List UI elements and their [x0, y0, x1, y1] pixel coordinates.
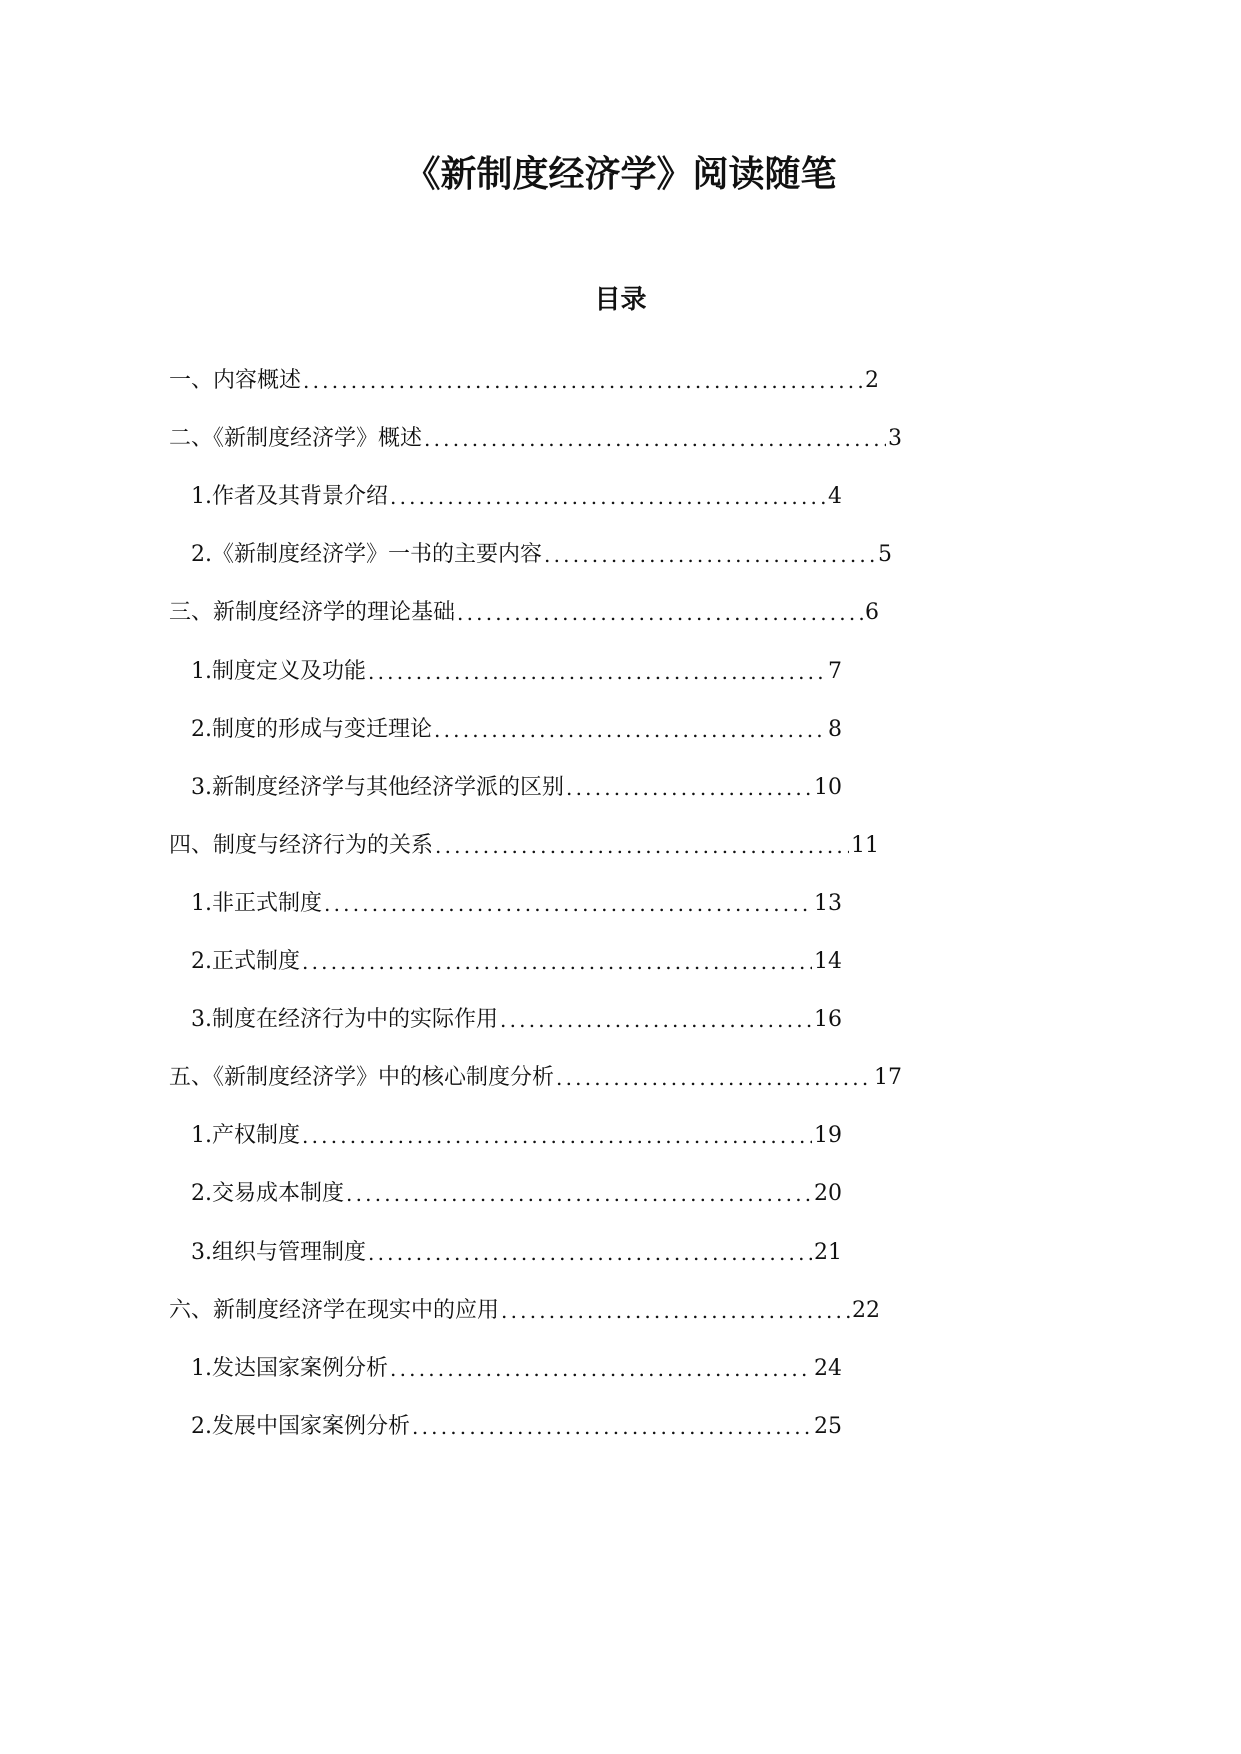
toc-entry-title: 交易成本制度: [212, 1181, 345, 1207]
toc-entry-page-number: 10: [814, 774, 842, 800]
toc-dot-leader: [303, 366, 863, 396]
toc-dot-leader: [501, 1296, 850, 1326]
toc-dot-leader: [302, 947, 812, 977]
toc-entry-title: 三、新制度经济学的理论基础: [169, 600, 456, 626]
toc-entry-title: 组织与管理制度: [212, 1239, 367, 1265]
toc-entry-section[interactable]: [169, 831, 879, 861]
toc-entry-number: 2.: [191, 542, 212, 568]
toc-dot-leader: [368, 657, 826, 687]
toc-dot-leader: [368, 1238, 812, 1268]
toc-entry-page-number: 7: [828, 658, 842, 684]
toc-dot-leader: [412, 1412, 812, 1442]
toc-entry-title: 《新制度经济学》一书的主要内容: [212, 542, 543, 568]
toc-entry-number: 2.: [191, 1413, 212, 1439]
toc-entry-page-number: 25: [814, 1413, 842, 1439]
toc-entry-number: 2.: [191, 1181, 212, 1207]
toc-dot-leader: [566, 773, 812, 803]
toc-entry-number: 1.: [191, 890, 212, 916]
toc-dot-leader: [346, 1179, 812, 1209]
toc-entry-number: 1.: [191, 1355, 212, 1381]
toc-entry-page-number: 14: [814, 949, 842, 974]
toc-entry-subsection[interactable]: [191, 1179, 842, 1209]
toc-entry-page-number: 6: [865, 600, 879, 626]
toc-entry-subsection[interactable]: [191, 1238, 842, 1268]
toc-entry-number: 3.: [191, 774, 212, 800]
toc-dot-leader: [434, 715, 826, 745]
toc-entry-title: 作者及其背景介绍: [212, 484, 389, 510]
toc-entry-section[interactable]: [169, 424, 902, 454]
toc-dot-leader: [390, 1354, 812, 1384]
toc-entry-title: 二、《新制度经济学》概述: [169, 426, 423, 452]
toc-entry-subsection[interactable]: [191, 889, 842, 919]
toc-entry-subsection[interactable]: [191, 1412, 842, 1442]
toc-entry-page-number: 8: [828, 716, 842, 742]
toc-entry-title: 产权制度: [212, 1123, 301, 1149]
toc-entry-subsection[interactable]: [191, 1121, 842, 1151]
toc-entry-section[interactable]: [169, 598, 879, 628]
toc-entry-title: 一、内容概述: [169, 368, 302, 393]
toc-entry-title: 非正式制度: [212, 890, 323, 916]
toc-entry-section[interactable]: [169, 366, 879, 396]
toc-entry-subsection[interactable]: [191, 540, 892, 570]
document-title: 《新制度经济学》阅读随笔: [404, 154, 837, 195]
toc-entry-number: 2.: [191, 949, 212, 974]
toc-entry-page-number: 24: [814, 1355, 842, 1381]
toc-dot-leader: [302, 1121, 812, 1151]
toc-entry-subsection[interactable]: [191, 715, 842, 745]
toc-entry-subsection[interactable]: [191, 1005, 842, 1035]
toc-entry-page-number: 20: [814, 1181, 842, 1207]
toc-entry-title: 发展中国家案例分析: [212, 1413, 411, 1439]
toc-heading: 目录: [594, 285, 647, 315]
toc-entry-page-number: 21: [814, 1239, 842, 1265]
toc-entry-page-number: 4: [828, 484, 842, 510]
toc-entry-page-number: 22: [852, 1297, 880, 1323]
toc-entry-section[interactable]: [169, 1296, 880, 1326]
toc-dot-leader: [324, 889, 812, 919]
toc-entry-title: 制度定义及功能: [212, 658, 367, 684]
toc-entry-page-number: 5: [878, 542, 892, 568]
toc-entry-number: 3.: [191, 1239, 212, 1265]
toc-entry-number: 3.: [191, 1007, 212, 1033]
toc-dot-leader: [424, 424, 886, 454]
toc-dot-leader: [435, 831, 849, 861]
toc-entry-number: 2.: [191, 716, 212, 742]
toc-entry-subsection[interactable]: [191, 1354, 842, 1384]
toc-entry-subsection[interactable]: [191, 657, 842, 687]
toc-entry-number: 1.: [191, 1123, 212, 1149]
toc-entry-number: 1.: [191, 658, 212, 684]
toc-entry-title: 制度的形成与变迁理论: [212, 716, 433, 742]
toc-entry-page-number: 19: [814, 1123, 842, 1149]
toc-entry-subsection[interactable]: [191, 773, 842, 803]
toc-entry-page-number: 16: [814, 1007, 842, 1033]
toc-dot-leader: [544, 540, 876, 570]
toc-dot-leader: [390, 482, 826, 512]
toc-entry-subsection[interactable]: [191, 947, 842, 977]
toc-entry-page-number: 13: [814, 890, 842, 916]
toc-entry-page-number: 17: [874, 1065, 902, 1091]
toc-dot-leader: [457, 598, 863, 628]
toc-entry-number: 1.: [191, 484, 212, 510]
toc-entry-title: 新制度经济学与其他经济学派的区别: [212, 774, 565, 800]
toc-entry-page-number: 11: [851, 832, 879, 858]
toc-entry-title: 五、《新制度经济学》中的核心制度分析: [169, 1065, 555, 1091]
toc-entry-page-number: 2: [865, 368, 879, 393]
toc-entry-title: 正式制度: [212, 949, 301, 974]
toc-dot-leader: [556, 1063, 872, 1093]
toc-entry-title: 四、制度与经济行为的关系: [169, 832, 434, 858]
toc-entry-title: 六、新制度经济学在现实中的应用: [169, 1297, 500, 1323]
toc-entry-title: 发达国家案例分析: [212, 1355, 389, 1381]
toc-entry-section[interactable]: [169, 1063, 902, 1093]
toc-dot-leader: [500, 1005, 812, 1035]
toc-entry-title: 制度在经济行为中的实际作用: [212, 1007, 499, 1033]
toc-entry-page-number: 3: [888, 426, 902, 452]
toc-entry-subsection[interactable]: [191, 482, 842, 512]
